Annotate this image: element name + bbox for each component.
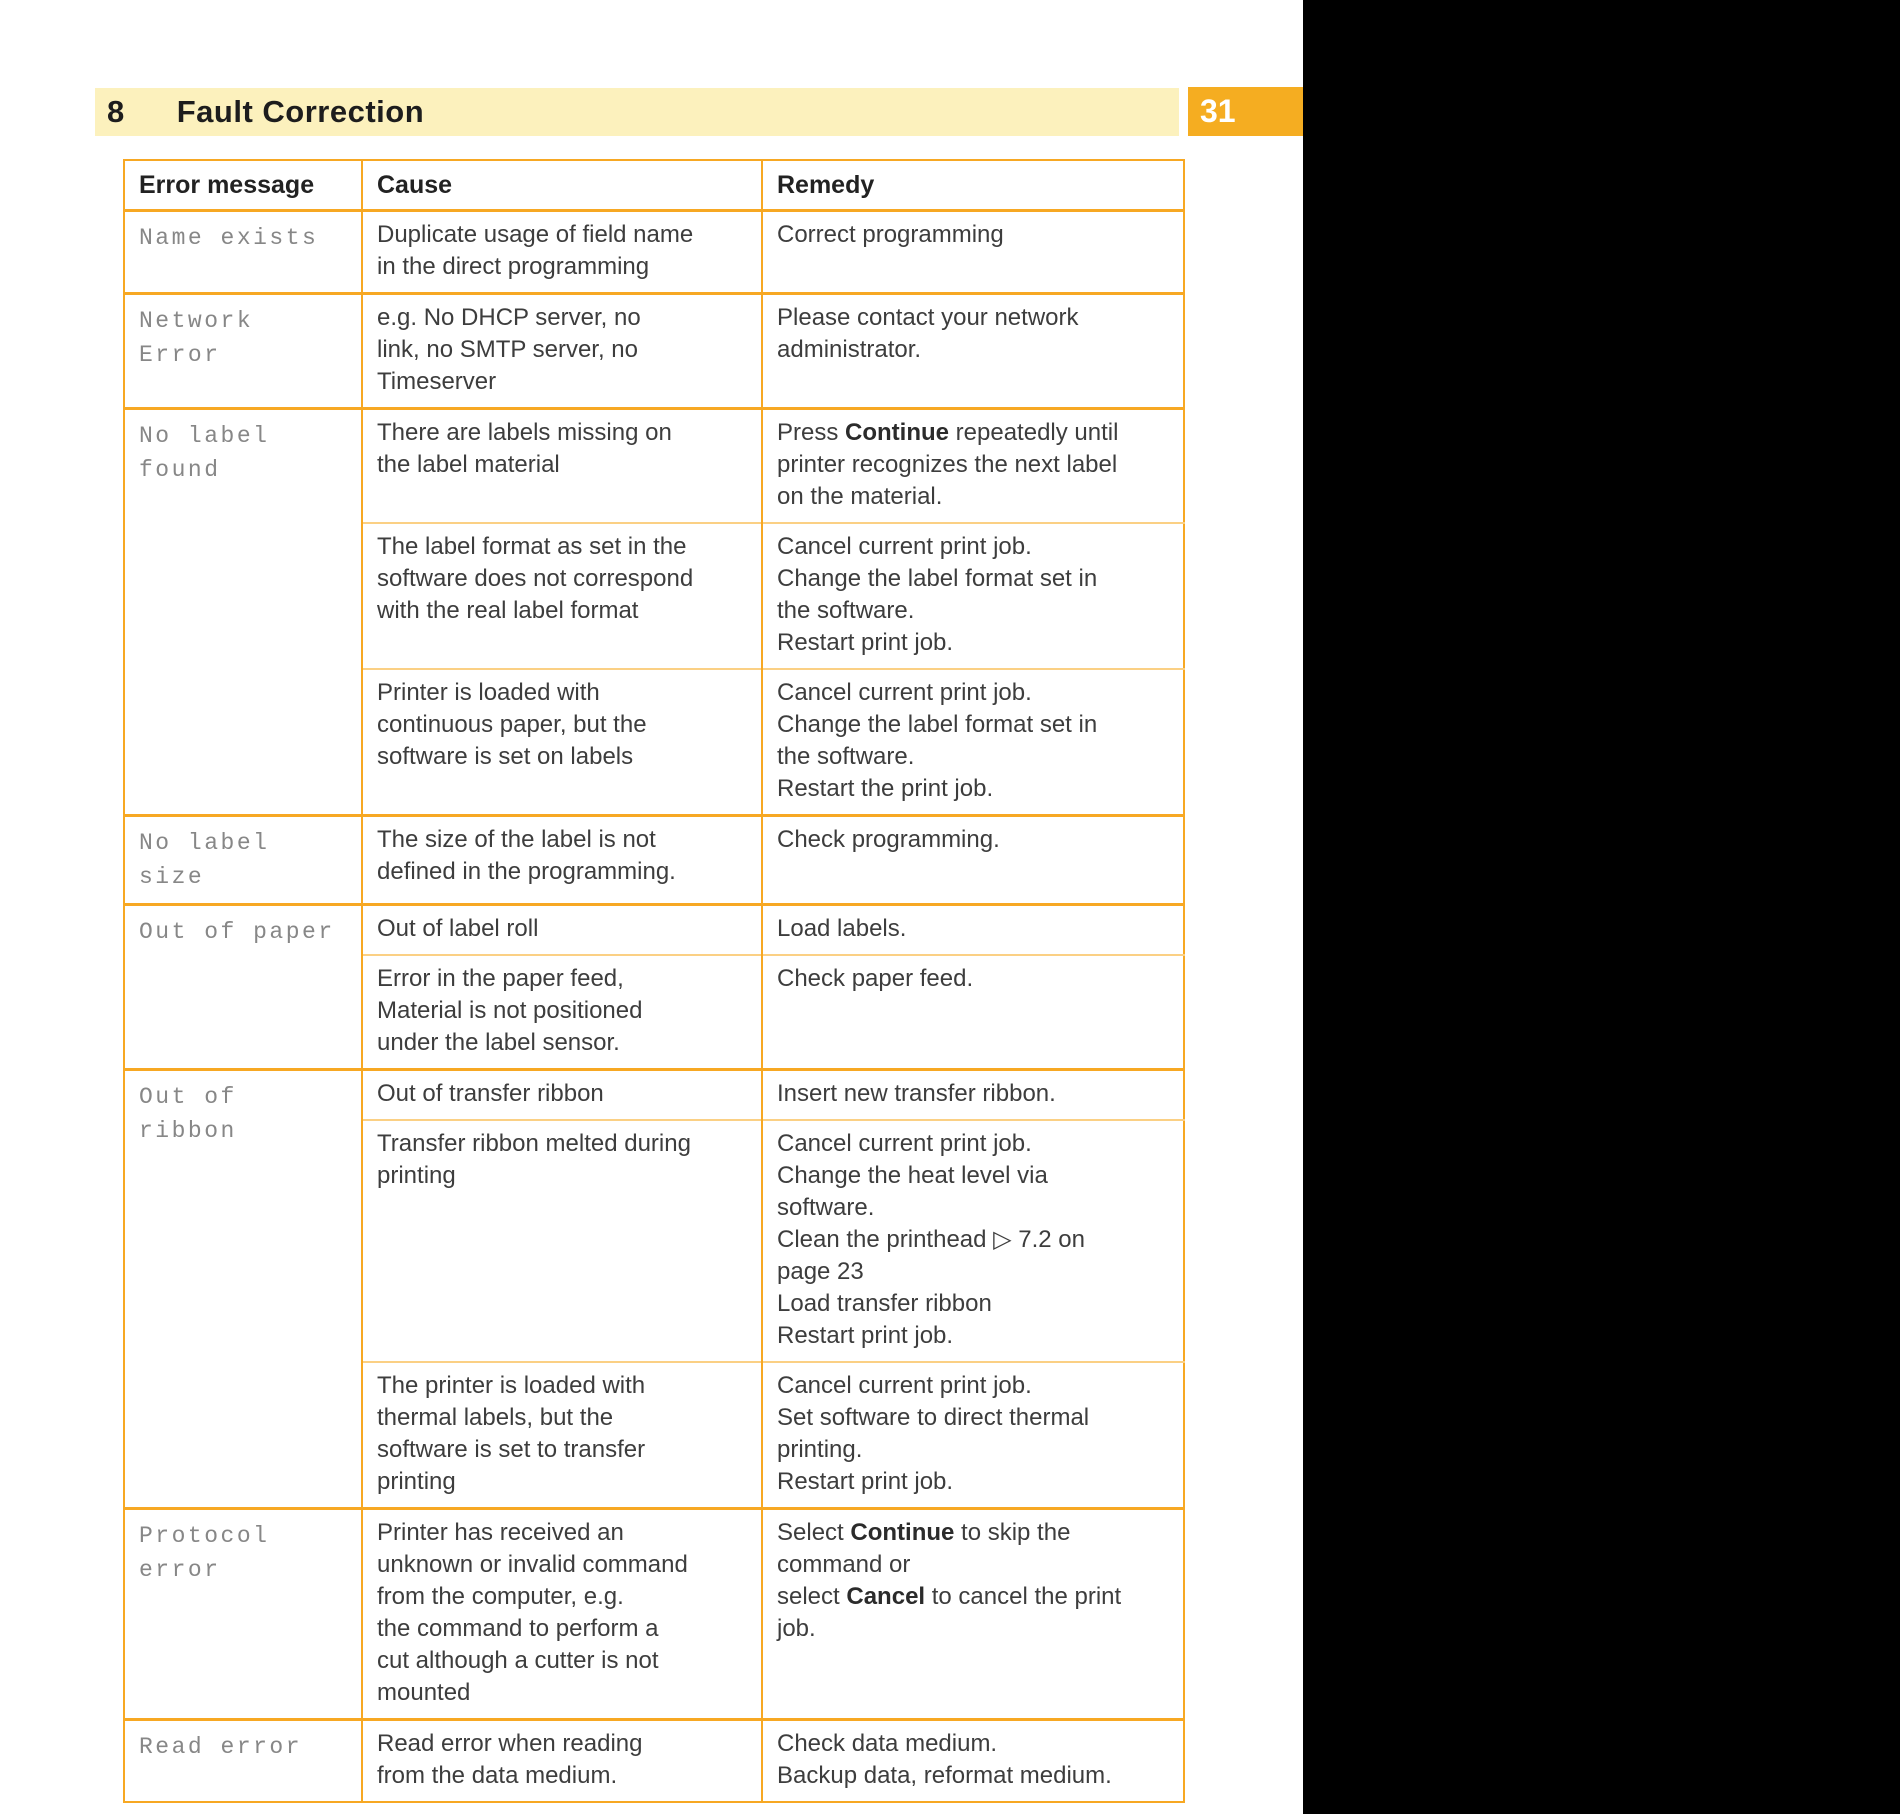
remedy-cell: Please contact your network administrator. — [762, 294, 1184, 409]
table-row — [124, 294, 1184, 409]
column-header-error-message: Error message — [124, 160, 362, 211]
error-message-cell: Network Error — [124, 294, 362, 409]
remedy-cell: Check data medium. Backup data, reformat medium. — [762, 1720, 1184, 1803]
remedy-cell: Cancel current print job. Change the label format set in the software. Restart print job. — [762, 523, 1184, 669]
error-message-cell: Protocol error — [124, 1509, 362, 1720]
error-message-cell: Out of ribbon — [124, 1070, 362, 1509]
table-row — [124, 409, 1184, 524]
remedy-cell: Select Continue to skip the command or select Cancel to cancel the print job. — [762, 1509, 1184, 1720]
table-row — [124, 905, 1184, 956]
table-row — [124, 816, 1184, 905]
dark-background-region — [1303, 0, 1900, 1814]
page-number-badge: 31 — [1188, 87, 1303, 136]
cause-cell: Transfer ribbon melted during printing — [362, 1120, 762, 1362]
cause-cell: Printer is loaded with continuous paper, but the software is set on labels — [362, 669, 762, 816]
remedy-cell: Check paper feed. — [762, 955, 1184, 1070]
error-message-cell: No label found — [124, 409, 362, 816]
cause-cell: The size of the label is not defined in the programming. — [362, 816, 762, 905]
cause-cell: e.g. No DHCP server, no link, no SMTP server, no Timeserver — [362, 294, 762, 409]
table-row — [124, 1720, 1184, 1803]
error-message-cell: Name exists — [124, 211, 362, 294]
cause-cell: Out of transfer ribbon — [362, 1070, 762, 1121]
remedy-cell: Insert new transfer ribbon. — [762, 1070, 1184, 1121]
remedy-cell: Load labels. — [762, 905, 1184, 956]
column-header-cause: Cause — [362, 160, 762, 211]
cause-cell: The label format as set in the software does not correspond with the real label format — [362, 523, 762, 669]
table-row — [124, 1070, 1184, 1121]
error-message-cell: No label size — [124, 816, 362, 905]
cause-cell: Error in the paper feed, Material is not positioned under the label sensor. — [362, 955, 762, 1070]
remedy-cell: Press Continue repeatedly until printer recognizes the next label on the material. — [762, 409, 1184, 524]
remedy-cell: Check programming. — [762, 816, 1184, 905]
fault-table-body — [124, 211, 1184, 1803]
cause-cell: Out of label roll — [362, 905, 762, 956]
cause-cell: Printer has received an unknown or invalid command from the computer, e.g. the command to perform a cut although a cutter is not mounted — [362, 1509, 762, 1720]
remedy-cell: Cancel current print job. Change the heat level via software. Clean the printhead ▷ 7.2 on page 23 Load transfer ribbon Restart print job. — [762, 1120, 1184, 1362]
cause-cell: There are labels missing on the label material — [362, 409, 762, 524]
chapter-title: Fault Correction — [176, 94, 425, 129]
remedy-cell: Correct programming — [762, 211, 1184, 294]
remedy-cell: Cancel current print job. Set software to direct thermal printing. Restart print job. — [762, 1362, 1184, 1509]
cause-cell: The printer is loaded with thermal labels, but the software is set to transfer printing — [362, 1362, 762, 1509]
cause-cell: Duplicate usage of field name in the direct programming — [362, 211, 762, 294]
chapter-number: 8 — [107, 94, 125, 129]
fault-correction-table — [123, 159, 1185, 1803]
error-message-cell: Out of paper — [124, 905, 362, 1070]
column-header-remedy: Remedy — [762, 160, 1184, 211]
table-row — [124, 211, 1184, 294]
remedy-cell: Cancel current print job. Change the label format set in the software. Restart the print job. — [762, 669, 1184, 816]
chapter-header-band — [95, 88, 1179, 136]
cause-cell: Read error when reading from the data medium. — [362, 1720, 762, 1803]
error-message-cell: Read error — [124, 1720, 362, 1803]
table-header-row — [124, 160, 1184, 211]
table-row — [124, 1509, 1184, 1720]
